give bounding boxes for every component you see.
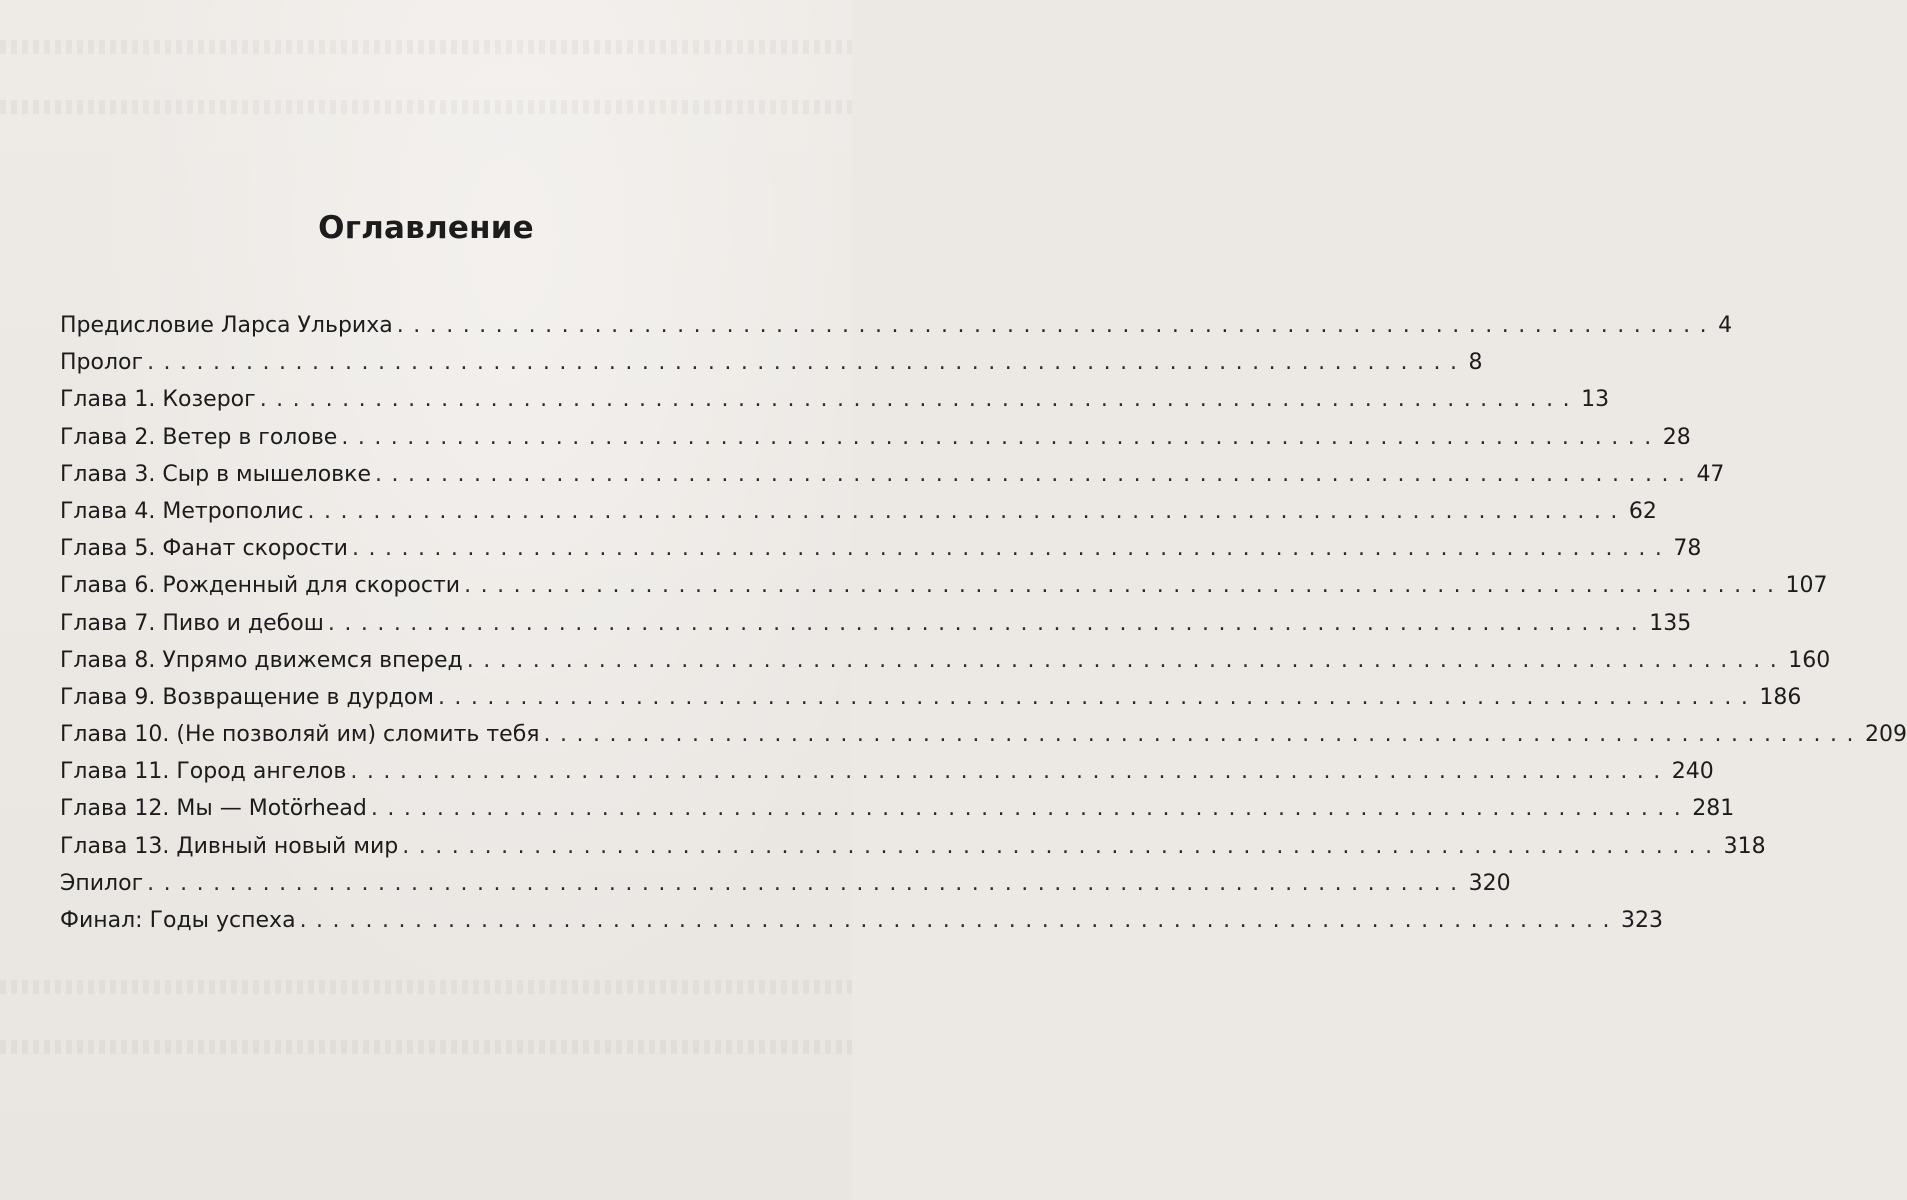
toc-entry-label: Глава 13. Дивный новый мир (60, 833, 399, 859)
toc-leader-dots: ................................................................................ (351, 536, 1672, 562)
toc-entry-label: Глава 1. Козерог (60, 387, 256, 413)
toc-entry-label: Глава 9. Возвращение в дурдом (60, 684, 434, 710)
toc-entry-page: 318 (1723, 833, 1766, 859)
toc-leader-dots: ................................................................................ (466, 647, 1787, 673)
toc-entry (60, 790, 1735, 827)
toc-entry-page: 281 (1692, 796, 1735, 822)
toc-entry-page: 320 (1468, 870, 1511, 896)
toc-entry (60, 902, 1664, 939)
toc-entry-page: 186 (1759, 684, 1802, 710)
toc-entry-page: 107 (1785, 573, 1828, 599)
toc-entry-label: Глава 7. Пиво и дебош (60, 610, 324, 636)
toc-entry (60, 865, 1511, 902)
toc-leader-dots: ................................................................................ (299, 908, 1620, 933)
toc-leader-dots: ................................................................................ (341, 424, 1661, 450)
show-through-text (0, 1040, 852, 1054)
page-title: Оглавление (318, 210, 534, 246)
toc-leader-dots: ................................................................................ (437, 684, 1758, 710)
toc-entry-label: Глава 11. Город ангелов (60, 759, 347, 785)
toc-entry-page: 28 (1662, 424, 1691, 450)
toc-entry-page: 209 (1864, 722, 1907, 748)
toc-entry (60, 307, 1733, 344)
toc-entry-page: 135 (1649, 610, 1692, 636)
toc-entry-label: Глава 6. Рожденный для скорости (60, 573, 461, 599)
toc-entry-label: Глава 8. Упрямо движемся вперед (60, 647, 463, 673)
toc-entry (60, 567, 1828, 604)
toc-leader-dots: ................................................................................ (350, 759, 1670, 785)
toc-entry (60, 679, 1802, 716)
toc-entry-label: Глава 10. (Не позволяй им) сломить тебя (60, 722, 540, 748)
toc-leader-dots: ................................................................................ (147, 350, 1467, 376)
toc-entry-label: Пролог (60, 350, 144, 376)
toc-entry-page: 47 (1696, 461, 1725, 487)
toc-leader-dots: ................................................................................ (543, 722, 1863, 748)
toc-entry-page: 4 (1718, 313, 1733, 338)
toc-leader-dots: ................................................................................ (396, 313, 1717, 338)
toc-entry-page: 323 (1621, 908, 1664, 933)
show-through-text (0, 980, 852, 994)
toc-entry-page: 160 (1788, 647, 1831, 673)
show-through-text (0, 40, 852, 54)
toc-entry-label: Предисловие Ларса Ульриха (60, 313, 393, 338)
toc-entry-label: Глава 5. Фанат скорости (60, 536, 348, 562)
toc-entry (60, 642, 1831, 679)
toc-entry (60, 716, 1907, 753)
toc-entry (60, 456, 1725, 493)
toc-entry-label: Эпилог (60, 870, 144, 896)
toc-entry (60, 493, 1657, 530)
toc-entry (60, 381, 1610, 418)
toc-entry-label: Глава 12. Мы — Motörhead (60, 796, 367, 822)
toc-leader-dots: ................................................................................ (374, 461, 1695, 487)
toc-entry-page: 240 (1671, 759, 1714, 785)
toc-entry (60, 753, 1714, 790)
toc-entry-label: Глава 2. Ветер в голове (60, 424, 338, 450)
table-of-contents (60, 307, 1907, 939)
toc-leader-dots: ................................................................................ (147, 870, 1467, 896)
toc-entry-label: Глава 3. Сыр в мышеловке (60, 461, 371, 487)
toc-entry-label: Финал: Годы успеха (60, 908, 296, 933)
toc-entry (60, 344, 1483, 381)
toc-entry (60, 828, 1766, 865)
toc-entry (60, 530, 1702, 567)
toc-entry-page: 78 (1673, 536, 1702, 562)
toc-leader-dots: ................................................................................ (259, 387, 1580, 413)
toc-leader-dots: ................................................................................ (307, 498, 1627, 524)
toc-entry-label: Глава 4. Метрополис (60, 498, 304, 524)
toc-leader-dots: ................................................................................ (464, 573, 1784, 599)
toc-entry (60, 605, 1692, 642)
toc-entry-page: 8 (1468, 350, 1483, 376)
toc-entry (60, 419, 1691, 456)
toc-leader-dots: ................................................................................ (327, 610, 1648, 636)
toc-entry-page: 13 (1581, 387, 1610, 413)
show-through-text (0, 100, 852, 114)
toc-leader-dots: ................................................................................ (402, 833, 1722, 859)
toc-entry-page: 62 (1628, 498, 1657, 524)
toc-leader-dots: ................................................................................ (370, 796, 1691, 822)
